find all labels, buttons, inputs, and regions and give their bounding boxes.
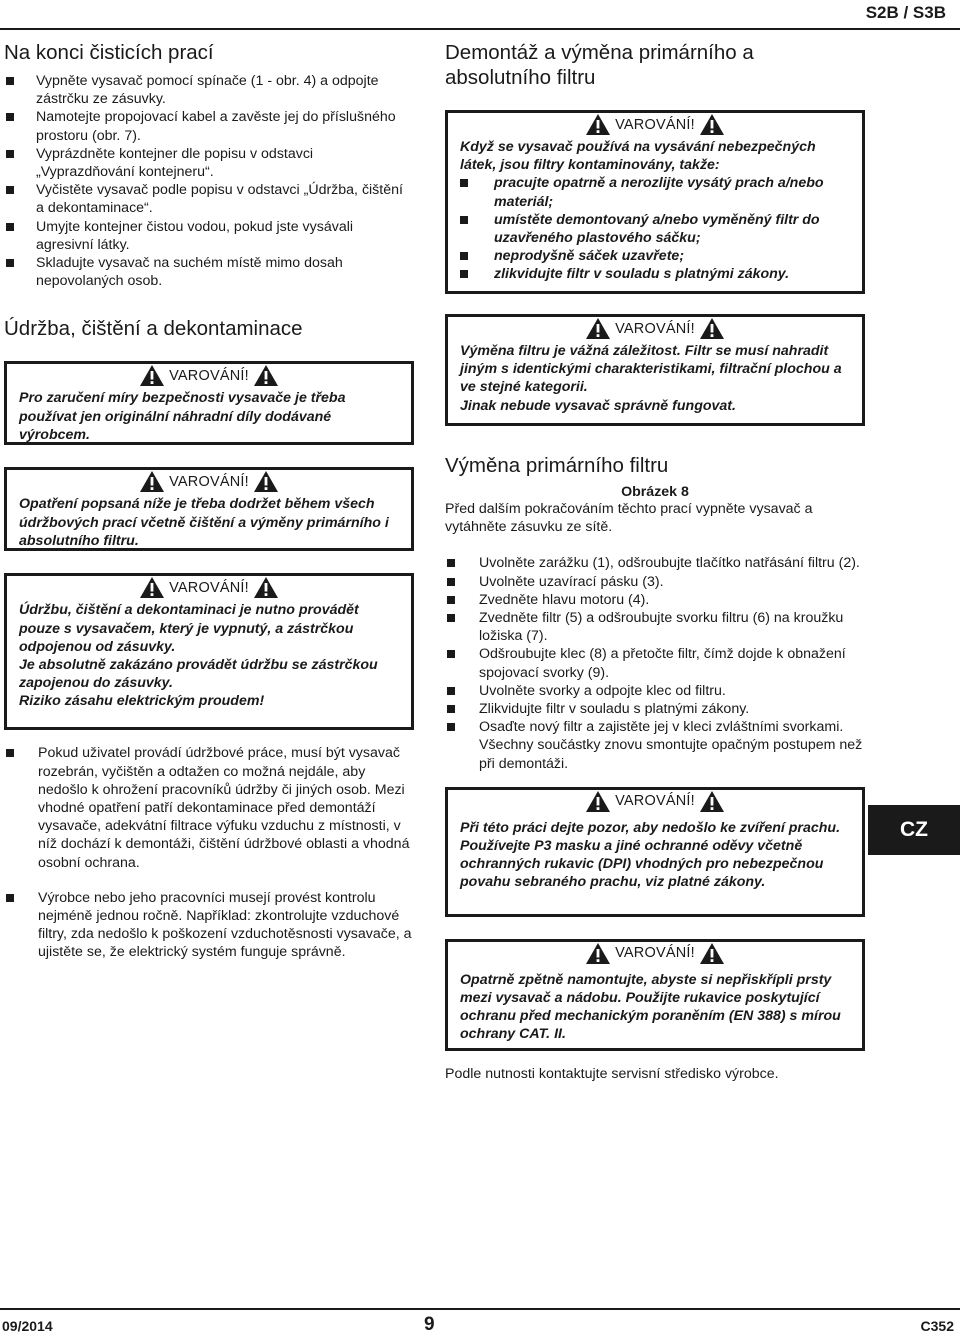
warning-triangle-icon — [585, 113, 611, 136]
list-item: Skladujte vysavač na suchém místě mimo dosah nepovolaných osob. — [4, 254, 414, 290]
footer-date: 09/2014 — [2, 1318, 53, 1334]
list-item: Uvolněte zarážku (1), odšroubujte tlačítko natřásání filtru (2). — [445, 554, 865, 572]
list-item: Výrobce nebo jeho pracovníci musejí provést kontrolu nejméně jednou ročně. Například: zkontrolujte vzduchové filtry, zda nedošlo k poškození vzduchotěsnosti vysavače, a ujistěte se, že elektrický systém funguje správně. — [4, 889, 414, 962]
primary-filter-steps — [445, 554, 865, 772]
list-item: Odšroubujte klec (8) a přetočte filtr, čímž dojde k obnažení spojovací svorky (9). — [445, 645, 865, 681]
list-item: Uvolněte uzavírací pásku (3). — [445, 573, 865, 591]
warning-box — [445, 939, 865, 1051]
list-item: pracujte opatrně a nerozlijte vysátý prach a/nebo materiál; — [460, 174, 862, 210]
list-item: Vypněte vysavač pomocí spínače (1 - obr. 4) a odpojte zástrčku ze zásuvky. — [4, 72, 414, 108]
list-item: Zvedněte filtr (5) a odšroubujte svorku filtru (6) na kroužku ložiska (7). — [445, 609, 865, 645]
warning-triangle-icon — [253, 364, 279, 387]
list-item: Vyprázdněte kontejner dle popisu v odstavci „Vyprazdňování kontejneru“. — [4, 145, 414, 181]
header-rule — [0, 28, 960, 30]
warning-label: VAROVÁNÍ! — [169, 473, 249, 490]
warning-box — [4, 467, 414, 551]
warning-triangle-icon — [253, 470, 279, 493]
warning-header — [448, 790, 862, 813]
warning-text: Když se vysavač používá na vysávání nebezpečných látek, jsou filtry kontaminovány, takže: — [460, 139, 816, 174]
warning-header — [7, 364, 411, 387]
filter-disassembly-heading: Demontáž a výměna primárního a absolutního filtru — [445, 41, 754, 89]
intro-text: Před dalším pokračováním těchto prací vypněte vysavač a vytáhněte zásuvku ze sítě. — [445, 501, 813, 536]
list-item: umístěte demontovaný a/nebo vyměněný filtr do uzavřeného plastového sáčku; — [460, 211, 862, 247]
warning-triangle-icon — [585, 790, 611, 813]
warning-label: VAROVÁNÍ! — [615, 116, 695, 133]
warning-label: VAROVÁNÍ! — [169, 367, 249, 384]
language-tab: CZ — [868, 805, 960, 855]
left-column — [4, 40, 414, 962]
warning-triangle-icon — [253, 576, 279, 599]
warning-box — [445, 314, 865, 426]
right-column — [445, 40, 865, 1083]
list-item: Namotejte propojovací kabel a zavěste jej do příslušného prostoru (obr. 7). — [4, 108, 414, 144]
warning-triangle-icon — [699, 942, 725, 965]
list-item: Pokud uživatel provádí údržbové práce, musí být vysavač rozebrán, vyčištěn a odtažen co možná nejdále, aby nedošlo k ohrožení pracovníků údržby či jiných osob. Mezi vhodné opatření patří dekontaminace před demontáží vysavače, adekvátní filtrace výfuku vzduchu z místnosti, v níž dochází k demontáži, čištění údržbové oblasti a vhodná osobní ochrana. — [4, 744, 414, 871]
warning-label: VAROVÁNÍ! — [169, 579, 249, 596]
warning-box — [4, 361, 414, 445]
list-item: zlikvidujte filtr v souladu s platnými zákony. — [460, 265, 862, 283]
warning-box — [4, 573, 414, 730]
warning-triangle-icon — [139, 576, 165, 599]
warning-text: Riziko zásahu elektrickým proudem! — [19, 693, 265, 710]
warning-header — [448, 942, 862, 965]
warning-label: VAROVÁNÍ! — [615, 945, 695, 962]
list-item: Vyčistěte vysavač podle popisu v odstavci „Údržba, čištění a dekontaminace“. — [4, 181, 414, 217]
warning-list — [448, 174, 862, 283]
list-item: Uvolněte svorky a odpojte klec od filtru. — [445, 682, 865, 700]
warning-header — [7, 576, 411, 599]
end-of-cleaning-list — [4, 72, 414, 290]
page-number: 9 — [424, 1314, 435, 1335]
warning-text: Při této práci dejte pozor, aby nedošlo ke zvíření prachu. Používejte P3 masku a jiné ochranné oděvy včetně ochranných rukavic (DPI) vhodných pro nebezpečnou povahu sebraného prachu, viz platné zákony. — [460, 819, 841, 891]
warning-triangle-icon — [699, 790, 725, 813]
warning-text: Opatrně zpětně namontujte, abyste si nepřiskřípli prsty mezi vysavač a nádobu. Použijte rukavice poskytující ochranu před mechanickým poraněním (EN 388) s mírou ochrany CAT. II. — [460, 971, 841, 1043]
warning-triangle-icon — [139, 470, 165, 493]
warning-triangle-icon — [699, 113, 725, 136]
list-item: Umyjte kontejner čistou vodou, pokud jste vysávali agresivní látky. — [4, 218, 414, 254]
warning-text: Údržbu, čištění a dekontaminaci je nutno provádět pouze s vysavačem, který je vypnutý, a zástrčkou odpojenou od zásuvky. — [19, 602, 359, 655]
closing-text: Podle nutnosti kontaktujte servisní středisko výrobce. — [445, 1065, 779, 1082]
warning-text: Opatření popsaná níže je třeba dodržet během všech údržbových prací včetně čištění a výměny primárního i absolutního filtru. — [19, 496, 389, 549]
list-item: Zvedněte hlavu motoru (4). — [445, 591, 865, 609]
end-of-cleaning-heading: Na konci čisticích prací — [4, 41, 214, 64]
warning-text: Jinak nebude vysavač správně fungovat. — [460, 397, 736, 414]
maintenance-list — [4, 744, 414, 961]
warning-triangle-icon — [585, 317, 611, 340]
warning-text: Pro zaručení míry bezpečnosti vysavače je třeba používat jen originální náhradní díly dodávané výrobcem. — [19, 390, 346, 443]
warning-text: Je absolutně zakázáno provádět údržbu se zástrčkou zapojenou do zásuvky. — [19, 657, 378, 692]
footer-rule — [0, 1308, 960, 1310]
warning-header — [448, 113, 862, 136]
warning-label: VAROVÁNÍ! — [615, 793, 695, 810]
warning-triangle-icon — [699, 317, 725, 340]
warning-triangle-icon — [585, 942, 611, 965]
warning-label: VAROVÁNÍ! — [615, 320, 695, 337]
model-label: S2B / S3B — [865, 3, 946, 22]
warning-text: Výměna filtru je vážná záležitost. Filtr se musí nahradit jiným s identickými charakteristikami, filtrační plochou a ve stejné kategorii. — [460, 343, 842, 396]
figure-caption: Obrázek 8 — [621, 484, 689, 500]
list-item: neprodyšně sáček uzavřete; — [460, 247, 862, 265]
warning-triangle-icon — [139, 364, 165, 387]
warning-header — [448, 317, 862, 340]
warning-box — [445, 787, 865, 917]
list-item: Osaďte nový filtr a zajistěte jej v kleci zvláštními svorkami. Všechny součástky znovu smontujte opačným postupem než při demontáži. — [445, 718, 865, 773]
warning-header — [7, 470, 411, 493]
maintenance-heading: Údržba, čištění a dekontaminace — [4, 317, 303, 341]
primary-filter-heading: Výměna primárního filtru — [445, 454, 669, 477]
list-item: Zlikvidujte filtr v souladu s platnými zákony. — [445, 700, 865, 718]
warning-box — [445, 110, 865, 294]
document-code: C352 — [920, 1318, 954, 1334]
